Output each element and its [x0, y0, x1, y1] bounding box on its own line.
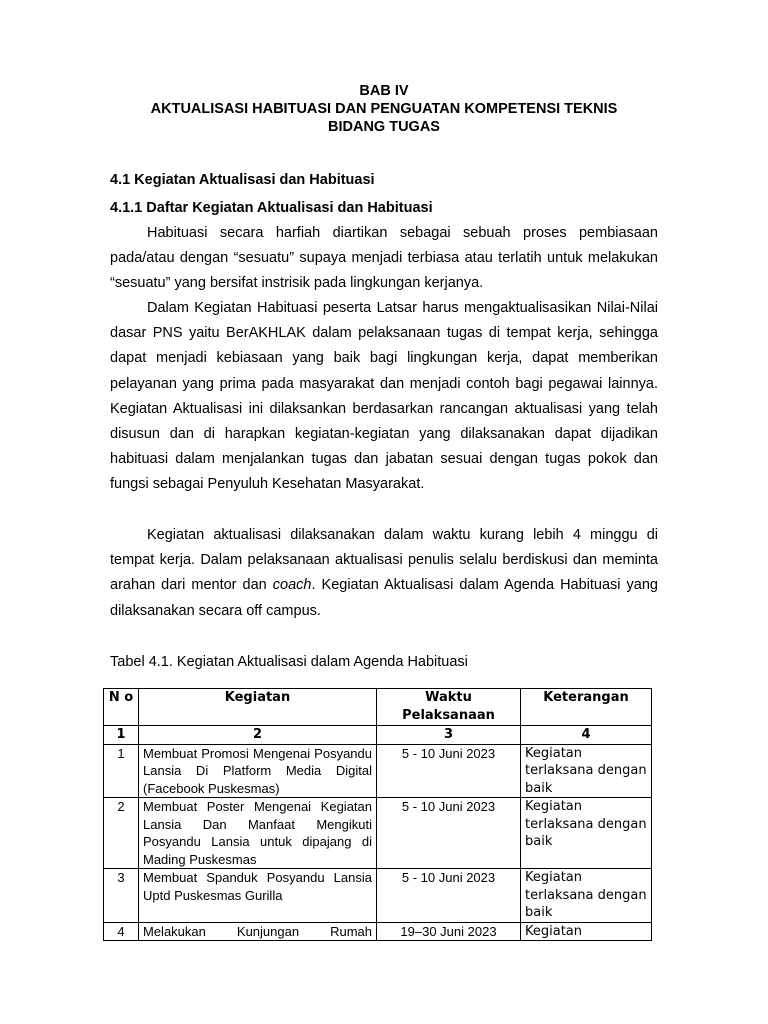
table-caption: Tabel 4.1. Kegiatan Aktualisasi dalam Agenda Habituasi	[110, 654, 468, 670]
row-waktu: 5 - 10 Juni 2023	[377, 744, 521, 798]
section-heading-4-1: 4.1 Kegiatan Aktualisasi dan Habituasi	[110, 172, 375, 188]
paragraph-text-italic: coach	[272, 577, 312, 594]
column-number-2: 2	[139, 726, 377, 745]
header-waktu: Waktu Pelaksanaan	[377, 689, 521, 726]
table-row	[104, 869, 652, 923]
chapter-title-line-2: BIDANG TUGAS	[328, 119, 440, 135]
row-number: 1	[104, 744, 139, 798]
header-kegiatan: Kegiatan	[139, 689, 377, 726]
table-row	[104, 922, 652, 941]
paragraph-text-part-2: . Kegiatan Aktualisasi dalam Agenda Habituasi yang dilaksanakan secara off campus.	[110, 577, 658, 619]
header-keterangan: Keterangan	[521, 689, 652, 726]
row-number: 2	[104, 798, 139, 869]
column-number-3: 3	[377, 726, 521, 745]
header-no: N o	[104, 689, 139, 726]
table-row	[104, 798, 652, 869]
section-heading-4-1-1: 4.1.1 Daftar Kegiatan Aktualisasi dan Habituasi	[110, 200, 433, 216]
column-number-4: 4	[521, 726, 652, 745]
table-column-number-row	[104, 726, 652, 745]
table-header-row	[104, 689, 652, 726]
paragraph-aktualisasi-duration	[110, 523, 658, 624]
row-kegiatan: Membuat Promosi Mengenai Posyandu Lansia Di Platform Media Digital (Facebook Puskesmas)	[139, 744, 377, 798]
table-row	[104, 744, 652, 798]
activity-table	[103, 688, 652, 941]
row-keterangan: Kegiatan terlaksana dengan baik	[521, 798, 652, 869]
chapter-title-line-1: AKTUALISASI HABITUASI DAN PENGUATAN KOMPETENSI TEKNIS	[150, 101, 618, 117]
chapter-number: BAB IV	[359, 83, 409, 99]
row-kegiatan: Melakukan Kunjungan Rumah	[139, 922, 377, 941]
row-waktu: 5 - 10 Juni 2023	[377, 869, 521, 923]
paragraph-text-part-1: Kegiatan aktualisasi dilaksanakan dalam waktu kurang lebih 4 minggu di tempat kerja. Dalam pelaksanaan aktualisasi penulis selalu berdiskusi dan meminta arahan dari mentor dan	[110, 527, 658, 594]
row-waktu: 19–30 Juni 2023	[377, 922, 521, 941]
row-waktu: 5 - 10 Juni 2023	[377, 798, 521, 869]
row-number: 4	[104, 922, 139, 941]
row-keterangan: Kegiatan	[521, 922, 652, 941]
row-keterangan: Kegiatan terlaksana dengan baik	[521, 869, 652, 923]
row-keterangan: Kegiatan terlaksana dengan baik	[521, 744, 652, 798]
row-kegiatan: Membuat Spanduk Posyandu Lansia Uptd Puskesmas Gurilla	[139, 869, 377, 923]
paragraph-habituasi-activity: Dalam Kegiatan Habituasi peserta Latsar harus mengaktualisasikan Nilai-Nilai dasar PNS yaitu BerAKHLAK dalam pelaksanaan tugas di tempat kerja, sehingga dapat menjadi kebiasaan yang baik bagi lingkungan kerja, dapat memberikan pelayanan yang prima pada masyarakat dan menjadi contoh bagi pegawai lainnya. Kegiatan Aktualisasi ini dilaksankan berdasarkan rancangan aktualisasi yang telah disusun dan di harapkan kegiatan-kegiatan yang dilaksanakan dapat dijadikan habituasi dalam menjalankan tugas dan jabatan sesuai dengan tugas pokok dan fungsi sebagai Penyuluh Kesehatan Masyarakat.	[110, 300, 658, 493]
row-number: 3	[104, 869, 139, 923]
row-kegiatan: Membuat Poster Mengenai Kegiatan Lansia Dan Manfaat Mengikuti Posyandu Lansia untuk dipajang di Mading Puskesmas	[139, 798, 377, 869]
column-number-1: 1	[104, 726, 139, 745]
paragraph-habituasi-definition: Habituasi secara harfiah diartikan sebagai sebuah proses pembiasaan pada/atau dengan “sesuatu” supaya menjadi terbiasa atau terlatih untuk melakukan “sesuatu” yang bersifat instrisik pada lingkungan kerjanya.	[110, 225, 658, 292]
